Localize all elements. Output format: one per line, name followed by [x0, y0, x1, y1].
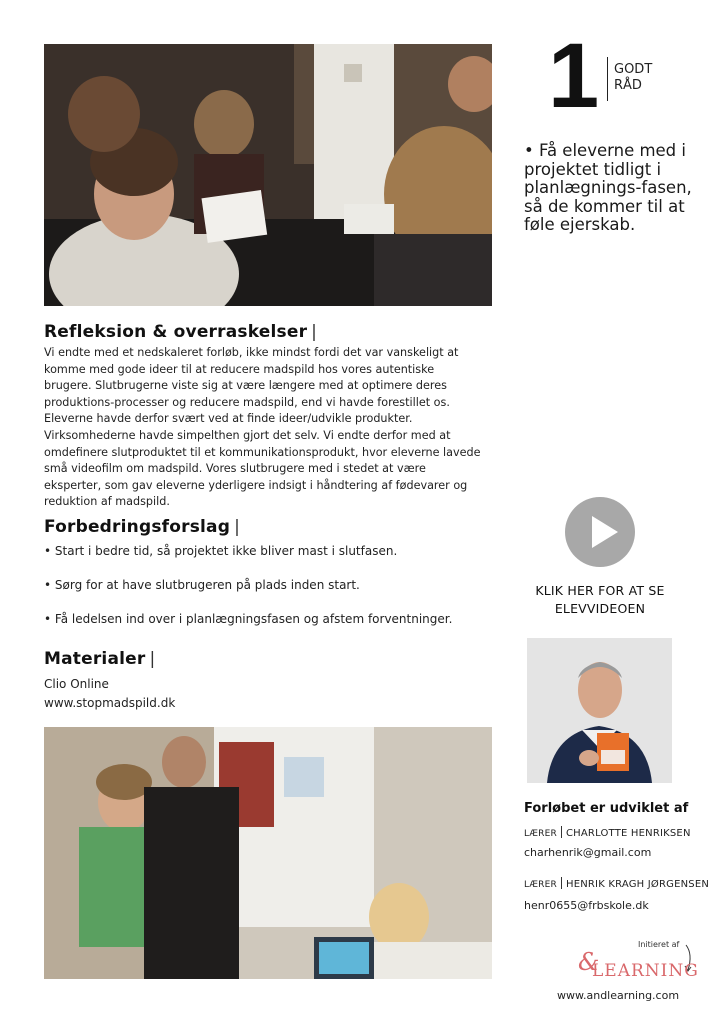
- video-caption[interactable]: [520, 582, 680, 618]
- divider: [561, 826, 562, 838]
- play-icon: [592, 516, 618, 548]
- teacher-name: HENRIK KRAGH JØRGENSEN: [565, 879, 710, 890]
- play-video-button[interactable]: [565, 497, 635, 567]
- reflection-body: Vi endte med et nedskaleret forløb, ikke mindst fordi det var vanskeligt at komme med gode ideer til at reducere madspild hos vores autentiske brugere. Slutbrugerne viste sig at være længere med at optimere deres produktions-processer og reducere madspild, end vi havde forestillet os. Eleverne havde derfor svært ved at finde ideer/udvikle produkter. Virksomhederne havde simpelthen gjort det selv. Vi endte derfor med at omdefinere slutproduktet til et kommunikationsprodukt, hvor eleverne lavede små videofilm om madspild. Vores slutbrugere med i stedet at være eksperter, som gav eleverne yderligere indsigt i håndtering af fødevarer og reduktion af madspild.: [44, 346, 481, 509]
- tip-label-line2: RÅD: [614, 78, 642, 93]
- website-link[interactable]: www.andlearning.com: [557, 989, 680, 1002]
- divider: [561, 877, 562, 889]
- tip-number-divider: [607, 57, 608, 101]
- teacher-portrait: [527, 638, 672, 783]
- teacher-line-2: [524, 877, 709, 890]
- teacher-line-1: [524, 826, 691, 839]
- teacher-email-1[interactable]: charhenrik@gmail.com: [524, 846, 652, 859]
- materials-heading-text: Materialer: [44, 649, 146, 669]
- reflection-heading-text: Refleksion & overraskelser: [44, 322, 308, 342]
- video-caption-line2: ELEVVIDEOEN: [554, 601, 646, 616]
- tip-label: [614, 62, 652, 94]
- reflection-heading: [44, 322, 317, 342]
- tip-text: • Få eleverne med i projektet tidligt i planlægnings-fasen, så de kommer til at føle ejerskab.: [524, 141, 692, 234]
- improvements-heading-text: Forbedringsforslag: [44, 517, 231, 537]
- heading-pipe: |: [149, 649, 156, 669]
- credits-heading: Forløbet er udviklet af: [524, 801, 689, 816]
- teacher-role: LÆRER: [524, 880, 557, 890]
- classroom-photo-bottom: [44, 727, 492, 979]
- improvements-heading: [44, 517, 240, 537]
- improvement-item: • Få ledelsen ind over i planlægningsfasen og afstem forventninger.: [44, 612, 453, 626]
- video-caption-line1: KLIK HER FOR AT SE: [535, 583, 665, 598]
- heading-pipe: |: [234, 517, 241, 537]
- material-link[interactable]: www.stopmadspild.dk: [44, 696, 176, 710]
- teacher-name: CHARLOTTE HENRIKSEN: [565, 828, 691, 839]
- material-item: Clio Online: [44, 677, 109, 691]
- andlearning-logo-text: LEARNING: [592, 961, 699, 981]
- tip-number: 1: [548, 25, 600, 127]
- teacher-email-2[interactable]: henr0655@frbskole.dk: [524, 899, 649, 912]
- tip-label-line1: GODT: [614, 62, 653, 77]
- teacher-role: LÆRER: [524, 829, 557, 839]
- classroom-photo-top: [44, 44, 492, 306]
- andlearning-logo-amp: &: [578, 948, 600, 976]
- improvement-item: • Sørg for at have slutbrugeren på plads inden start.: [44, 578, 360, 592]
- materials-heading: [44, 649, 155, 669]
- initiated-by-label: Initieret af: [638, 940, 680, 949]
- improvement-item: • Start i bedre tid, så projektet ikke bliver mast i slutfasen.: [44, 544, 398, 558]
- heading-pipe: |: [311, 322, 318, 342]
